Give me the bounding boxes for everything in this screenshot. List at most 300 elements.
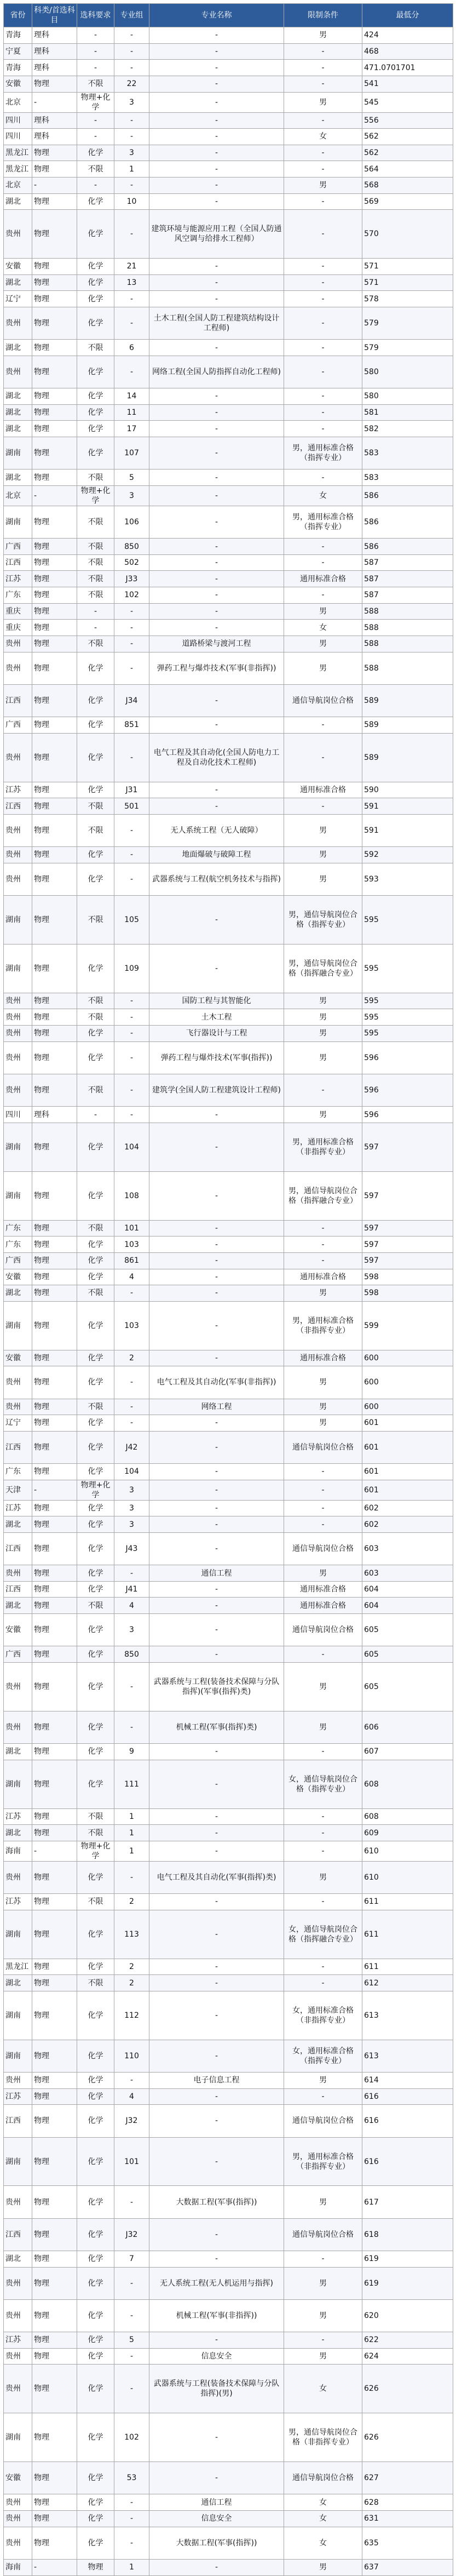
table-row: [4, 571, 453, 587]
restriction-cell: 男，通信导航岗位合格（指挥专业）: [284, 896, 362, 944]
min-score-cell: 619: [362, 2251, 453, 2268]
restriction-cell: -: [284, 2088, 362, 2105]
table-row: [4, 506, 453, 538]
table-row: [4, 717, 453, 734]
table-row: [4, 161, 453, 178]
group-cell: -: [114, 2511, 149, 2527]
province-cell: 重庆: [4, 603, 32, 620]
subject-requirement-cell: 化学: [77, 717, 114, 734]
table-row: [4, 2494, 453, 2511]
table-row: [4, 2073, 453, 2089]
subject-requirement-cell: 不限: [77, 798, 114, 815]
province-cell: 湖北: [4, 1744, 32, 1760]
min-score-cell: 424: [362, 27, 453, 44]
restriction-cell: 男: [284, 1711, 362, 1743]
subject-requirement-cell: 化学: [77, 2186, 114, 2218]
category-cell: 物理: [32, 1711, 77, 1743]
table-row: [4, 1026, 453, 1042]
major-cell: -: [149, 92, 284, 112]
group-cell: -: [114, 1074, 149, 1106]
table-row: [4, 112, 453, 129]
group-cell: 2: [114, 1975, 149, 1991]
province-cell: 湖南: [4, 1760, 32, 1808]
major-cell: -: [149, 1991, 284, 2040]
category-cell: 物理: [32, 2511, 77, 2527]
restriction-cell: -: [284, 1744, 362, 1760]
province-cell: 北京: [4, 485, 32, 506]
subject-requirement-cell: 化学: [77, 2348, 114, 2365]
restriction-cell: 女，通信导航岗位合格（指挥融合专业）: [284, 1910, 362, 1959]
restriction-cell: -: [284, 388, 362, 405]
restriction-cell: 女: [284, 2494, 362, 2511]
subject-requirement-cell: 化学: [77, 1991, 114, 2040]
restriction-cell: 男: [284, 993, 362, 1009]
province-cell: 湖北: [4, 1516, 32, 1533]
major-cell: -: [149, 1301, 284, 1350]
group-cell: -: [114, 847, 149, 863]
major-cell: -: [149, 1841, 284, 1861]
restriction-cell: -: [284, 274, 362, 291]
province-cell: 贵州: [4, 733, 32, 782]
subject-requirement-cell: 化学: [77, 1431, 114, 1463]
min-score-cell: 597: [362, 1171, 453, 1220]
group-cell: -: [114, 129, 149, 145]
min-score-cell: 627: [362, 2462, 453, 2494]
category-cell: 物理: [32, 1598, 77, 1614]
restriction-cell: -: [284, 356, 362, 388]
category-cell: 理科: [32, 43, 77, 60]
subject-requirement-cell: 不限: [77, 1894, 114, 1910]
major-cell: -: [149, 193, 284, 210]
table-row: [4, 1662, 453, 1711]
major-cell: 无人系统工程(无人机运用与指挥): [149, 2267, 284, 2299]
category-cell: 物理: [32, 1975, 77, 1991]
min-score-cell: 598: [362, 1269, 453, 1285]
province-cell: 贵州: [4, 847, 32, 863]
subject-requirement-cell: 化学: [77, 1026, 114, 1042]
min-score-cell: 590: [362, 782, 453, 798]
group-cell: -: [114, 112, 149, 129]
restriction-cell: 男: [284, 1399, 362, 1415]
group-cell: 3: [114, 92, 149, 112]
subject-requirement-cell: -: [77, 60, 114, 76]
table-row: [4, 1516, 453, 1533]
major-cell: 通信工程: [149, 2494, 284, 2511]
restriction-cell: 男: [284, 1285, 362, 1302]
category-cell: 物理: [32, 1269, 77, 1285]
group-cell: 102: [114, 2413, 149, 2462]
restriction-cell: 女: [284, 2511, 362, 2527]
major-cell: -: [149, 2332, 284, 2349]
province-cell: 湖北: [4, 470, 32, 486]
category-cell: 物理: [32, 1581, 77, 1598]
restriction-cell: -: [284, 145, 362, 161]
category-cell: 物理: [32, 2105, 77, 2137]
province-cell: 湖北: [4, 1285, 32, 1302]
province-cell: 广西: [4, 717, 32, 734]
category-cell: 物理: [32, 356, 77, 388]
major-cell: 信息安全: [149, 2511, 284, 2527]
subject-requirement-cell: 化学: [77, 1366, 114, 1399]
table-row: [4, 636, 453, 652]
category-cell: 物理: [32, 307, 77, 340]
group-cell: -: [114, 27, 149, 44]
subject-requirement-cell: 不限: [77, 896, 114, 944]
min-score-cell: 626: [362, 2365, 453, 2413]
group-cell: -: [114, 1662, 149, 1711]
table-row: [4, 340, 453, 356]
group-cell: 3: [114, 1480, 149, 1500]
province-cell: 江西: [4, 554, 32, 571]
province-cell: 湖北: [4, 2251, 32, 2268]
min-score-cell: 587: [362, 571, 453, 587]
major-cell: -: [149, 43, 284, 60]
group-cell: J31: [114, 782, 149, 798]
province-cell: 黑龙江: [4, 1959, 32, 1975]
table-row: [4, 259, 453, 275]
province-cell: 广东: [4, 1464, 32, 1480]
major-cell: -: [149, 2559, 284, 2575]
province-cell: 贵州: [4, 307, 32, 340]
restriction-cell: 男: [284, 814, 362, 846]
restriction-cell: -: [284, 112, 362, 129]
major-cell: 电气工程及其自动化(全国人防电力工程及自动化技术工程师): [149, 733, 284, 782]
major-cell: -: [149, 2105, 284, 2137]
restriction-cell: 女: [284, 2527, 362, 2559]
table-row: [4, 178, 453, 194]
province-cell: 青海: [4, 60, 32, 76]
table-row: [4, 1760, 453, 1808]
subject-requirement-cell: 化学: [77, 1350, 114, 1366]
table-row: [4, 1009, 453, 1026]
table-row: [4, 291, 453, 307]
major-cell: -: [149, 571, 284, 587]
table-row: [4, 388, 453, 405]
restriction-cell: 通信导航岗位合格: [284, 2462, 362, 2494]
table-row: [4, 1431, 453, 1463]
group-cell: 6: [114, 340, 149, 356]
subject-requirement-cell: 化学: [77, 274, 114, 291]
major-cell: 武器系统与工程(装备技术保障与分队指挥)(男): [149, 2365, 284, 2413]
group-cell: 104: [114, 1464, 149, 1480]
table-row: [4, 2527, 453, 2559]
table-row: [4, 1841, 453, 1861]
subject-requirement-cell: -: [77, 129, 114, 145]
province-cell: 湖南: [4, 2137, 32, 2186]
group-cell: J43: [114, 1532, 149, 1565]
restriction-cell: -: [284, 210, 362, 259]
min-score-cell: 605: [362, 1662, 453, 1711]
min-score-cell: 611: [362, 1910, 453, 1959]
category-cell: 物理: [32, 1894, 77, 1910]
province-cell: 湖北: [4, 1975, 32, 1991]
restriction-cell: -: [284, 259, 362, 275]
category-cell: 物理: [32, 1991, 77, 2040]
province-cell: 安徽: [4, 76, 32, 92]
restriction-cell: -: [284, 1975, 362, 1991]
category-cell: -: [32, 1480, 77, 1500]
province-cell: 黑龙江: [4, 145, 32, 161]
major-cell: -: [149, 178, 284, 194]
min-score-cell: 608: [362, 1760, 453, 1808]
min-score-cell: 468: [362, 43, 453, 60]
major-cell: 国防工程与其智能化: [149, 993, 284, 1009]
min-score-cell: 626: [362, 2413, 453, 2462]
subject-requirement-cell: 不限: [77, 587, 114, 604]
subject-requirement-cell: 化学: [77, 1662, 114, 1711]
restriction-cell: 男: [284, 1861, 362, 1893]
province-cell: 海南: [4, 2559, 32, 2575]
subject-requirement-cell: 化学: [77, 2494, 114, 2511]
major-cell: -: [149, 798, 284, 815]
group-cell: J41: [114, 1581, 149, 1598]
category-cell: 物理: [32, 1041, 77, 1074]
table-row: [4, 684, 453, 717]
group-cell: 1: [114, 1808, 149, 1825]
subject-requirement-cell: 化学: [77, 404, 114, 421]
min-score-cell: 616: [362, 2088, 453, 2105]
min-score-cell: 605: [362, 1646, 453, 1663]
table-row: [4, 1598, 453, 1614]
major-cell: -: [149, 1415, 284, 1432]
subject-requirement-cell: 化学: [77, 1532, 114, 1565]
major-cell: -: [149, 340, 284, 356]
major-cell: 通信工程: [149, 1565, 284, 1582]
major-cell: 网络工程(全国人防指挥自动化工程师): [149, 356, 284, 388]
province-cell: 北京: [4, 178, 32, 194]
table-row: [4, 470, 453, 486]
category-cell: 物理: [32, 652, 77, 684]
restriction-cell: 女，通用标准合格（指挥专业）: [284, 2040, 362, 2072]
restriction-cell: 通用标准合格: [284, 1581, 362, 1598]
table-header: [4, 4, 453, 27]
category-cell: 物理: [32, 1565, 77, 1582]
min-score-cell: 578: [362, 291, 453, 307]
province-cell: 贵州: [4, 993, 32, 1009]
major-cell: -: [149, 1464, 284, 1480]
major-cell: 土木工程(全国人防工程建筑结构设计工程师): [149, 307, 284, 340]
province-cell: 湖北: [4, 1598, 32, 1614]
major-cell: -: [149, 1975, 284, 1991]
restriction-cell: 通用标准合格: [284, 1269, 362, 1285]
province-cell: 湖南: [4, 2040, 32, 2072]
min-score-cell: 541: [362, 76, 453, 92]
restriction-cell: 男，通信导航岗位合格（非指挥专业）: [284, 2413, 362, 2462]
restriction-cell: -: [284, 1464, 362, 1480]
min-score-cell: 586: [362, 539, 453, 555]
subject-requirement-cell: 不限: [77, 554, 114, 571]
major-cell: -: [149, 2088, 284, 2105]
group-cell: J42: [114, 1431, 149, 1463]
min-score-cell: 583: [362, 437, 453, 470]
province-cell: 江西: [4, 1532, 32, 1565]
min-score-cell: 596: [362, 1041, 453, 1074]
table-row: [4, 1480, 453, 1500]
major-cell: 电气工程及其自动化(军事(非指挥)): [149, 1366, 284, 1399]
subject-requirement-cell: -: [77, 1107, 114, 1123]
min-score-cell: 564: [362, 161, 453, 178]
category-cell: 物理: [32, 340, 77, 356]
table-row: [4, 620, 453, 636]
subject-requirement-cell: 不限: [77, 1808, 114, 1825]
min-score-cell: 600: [362, 1366, 453, 1399]
major-cell: -: [149, 1350, 284, 1366]
major-cell: 武器系统与工程(航空机务技术与指挥): [149, 863, 284, 895]
major-cell: -: [149, 1910, 284, 1959]
group-cell: 1: [114, 161, 149, 178]
major-cell: 土木工程: [149, 1009, 284, 1026]
table-row: [4, 1301, 453, 1350]
min-score-cell: 601: [362, 1480, 453, 1500]
subject-requirement-cell: -: [77, 178, 114, 194]
min-score-cell: 580: [362, 356, 453, 388]
group-cell: -: [114, 356, 149, 388]
major-cell: -: [149, 1825, 284, 1841]
subject-requirement-cell: 不限: [77, 814, 114, 846]
table-row: [4, 274, 453, 291]
subject-requirement-cell: 物理+化学: [77, 1480, 114, 1500]
subject-requirement-cell: 化学: [77, 1959, 114, 1975]
restriction-cell: 男，通用标准合格（非指挥专业）: [284, 1301, 362, 1350]
province-cell: 湖南: [4, 944, 32, 993]
table-row: [4, 2137, 453, 2186]
province-cell: 贵州: [4, 636, 32, 652]
province-cell: 安徽: [4, 1269, 32, 1285]
major-cell: -: [149, 620, 284, 636]
group-cell: -: [114, 1399, 149, 1415]
restriction-cell: 男: [284, 603, 362, 620]
min-score-cell: 596: [362, 1074, 453, 1106]
table-row: [4, 1464, 453, 1480]
header-subject-requirement: 选科要求: [77, 4, 114, 27]
restriction-cell: 男: [284, 27, 362, 44]
group-cell: J33: [114, 571, 149, 587]
table-row: [4, 421, 453, 437]
major-cell: 电子信息工程: [149, 2073, 284, 2089]
group-cell: -: [114, 1107, 149, 1123]
category-cell: 物理: [32, 1464, 77, 1480]
subject-requirement-cell: 化学: [77, 1760, 114, 1808]
table-row: [4, 1959, 453, 1975]
subject-requirement-cell: 化学: [77, 1301, 114, 1350]
restriction-cell: 通信导航岗位合格: [284, 1532, 362, 1565]
restriction-cell: 通信导航岗位合格: [284, 684, 362, 717]
province-cell: 贵州: [4, 1861, 32, 1893]
category-cell: 物理: [32, 603, 77, 620]
category-cell: 物理: [32, 1808, 77, 1825]
category-cell: 物理: [32, 798, 77, 815]
province-cell: 湖北: [4, 404, 32, 421]
category-cell: 物理: [32, 437, 77, 470]
subject-requirement-cell: 化学: [77, 2267, 114, 2299]
province-cell: 黑龙江: [4, 161, 32, 178]
restriction-cell: 男: [284, 1107, 362, 1123]
restriction-cell: 男: [284, 2348, 362, 2365]
category-cell: 物理: [32, 76, 77, 92]
restriction-cell: -: [284, 291, 362, 307]
major-cell: -: [149, 291, 284, 307]
major-cell: 建筑学(全国人防工程建筑设计工程师): [149, 1074, 284, 1106]
subject-requirement-cell: 化学: [77, 193, 114, 210]
min-score-cell: 562: [362, 145, 453, 161]
group-cell: 111: [114, 1760, 149, 1808]
restriction-cell: -: [284, 733, 362, 782]
province-cell: 江西: [4, 798, 32, 815]
province-cell: 湖南: [4, 2413, 32, 2462]
header-min-score: 最低分: [362, 4, 453, 27]
min-score-cell: 556: [362, 112, 453, 129]
restriction-cell: 通信导航岗位合格: [284, 2105, 362, 2137]
category-cell: 物理: [32, 2527, 77, 2559]
min-score-cell: 579: [362, 340, 453, 356]
table-row: [4, 1894, 453, 1910]
subject-requirement-cell: 不限: [77, 161, 114, 178]
header-category: 科类/首选科目: [32, 4, 77, 27]
subject-requirement-cell: 化学: [77, 2218, 114, 2251]
restriction-cell: 男: [284, 1415, 362, 1432]
group-cell: 53: [114, 2462, 149, 2494]
group-cell: 109: [114, 944, 149, 993]
major-cell: -: [149, 1123, 284, 1171]
subject-requirement-cell: 化学: [77, 2073, 114, 2089]
category-cell: 物理: [32, 1959, 77, 1975]
table-row: [4, 1581, 453, 1598]
category-cell: 物理: [32, 1026, 77, 1042]
min-score-cell: 597: [362, 1123, 453, 1171]
province-cell: 贵州: [4, 2186, 32, 2218]
group-cell: 107: [114, 437, 149, 470]
subject-requirement-cell: 不限: [77, 1074, 114, 1106]
min-score-cell: 591: [362, 798, 453, 815]
min-score-cell: 571: [362, 259, 453, 275]
subject-requirement-cell: 不限: [77, 636, 114, 652]
category-cell: 物理: [32, 2088, 77, 2105]
header-group: 专业组: [114, 4, 149, 27]
province-cell: 贵州: [4, 2073, 32, 2089]
category-cell: 理科: [32, 112, 77, 129]
group-cell: 3: [114, 145, 149, 161]
subject-requirement-cell: 化学: [77, 145, 114, 161]
province-cell: 广东: [4, 1237, 32, 1253]
subject-requirement-cell: 化学: [77, 1614, 114, 1646]
group-cell: J32: [114, 2218, 149, 2251]
province-cell: 贵州: [4, 2348, 32, 2365]
province-cell: 贵州: [4, 1711, 32, 1743]
restriction-cell: 通用标准合格: [284, 1350, 362, 1366]
restriction-cell: 男，通用标准合格（非指挥专业）: [284, 2137, 362, 2186]
subject-requirement-cell: 不限: [77, 340, 114, 356]
group-cell: -: [114, 652, 149, 684]
restriction-cell: 女: [284, 129, 362, 145]
min-score-cell: 595: [362, 944, 453, 993]
subject-requirement-cell: 化学: [77, 1252, 114, 1269]
restriction-cell: -: [284, 470, 362, 486]
restriction-cell: -: [284, 1646, 362, 1663]
group-cell: 101: [114, 2137, 149, 2186]
category-cell: 物理: [32, 1220, 77, 1237]
province-cell: 贵州: [4, 1565, 32, 1582]
major-cell: -: [149, 421, 284, 437]
province-cell: 江西: [4, 1581, 32, 1598]
group-cell: 851: [114, 717, 149, 734]
group-cell: -: [114, 636, 149, 652]
min-score-cell: 589: [362, 717, 453, 734]
category-cell: 物理: [32, 2137, 77, 2186]
group-cell: 101: [114, 1220, 149, 1237]
restriction-cell: 男: [284, 2267, 362, 2299]
category-cell: 物理: [32, 1662, 77, 1711]
restriction-cell: 男: [284, 863, 362, 895]
